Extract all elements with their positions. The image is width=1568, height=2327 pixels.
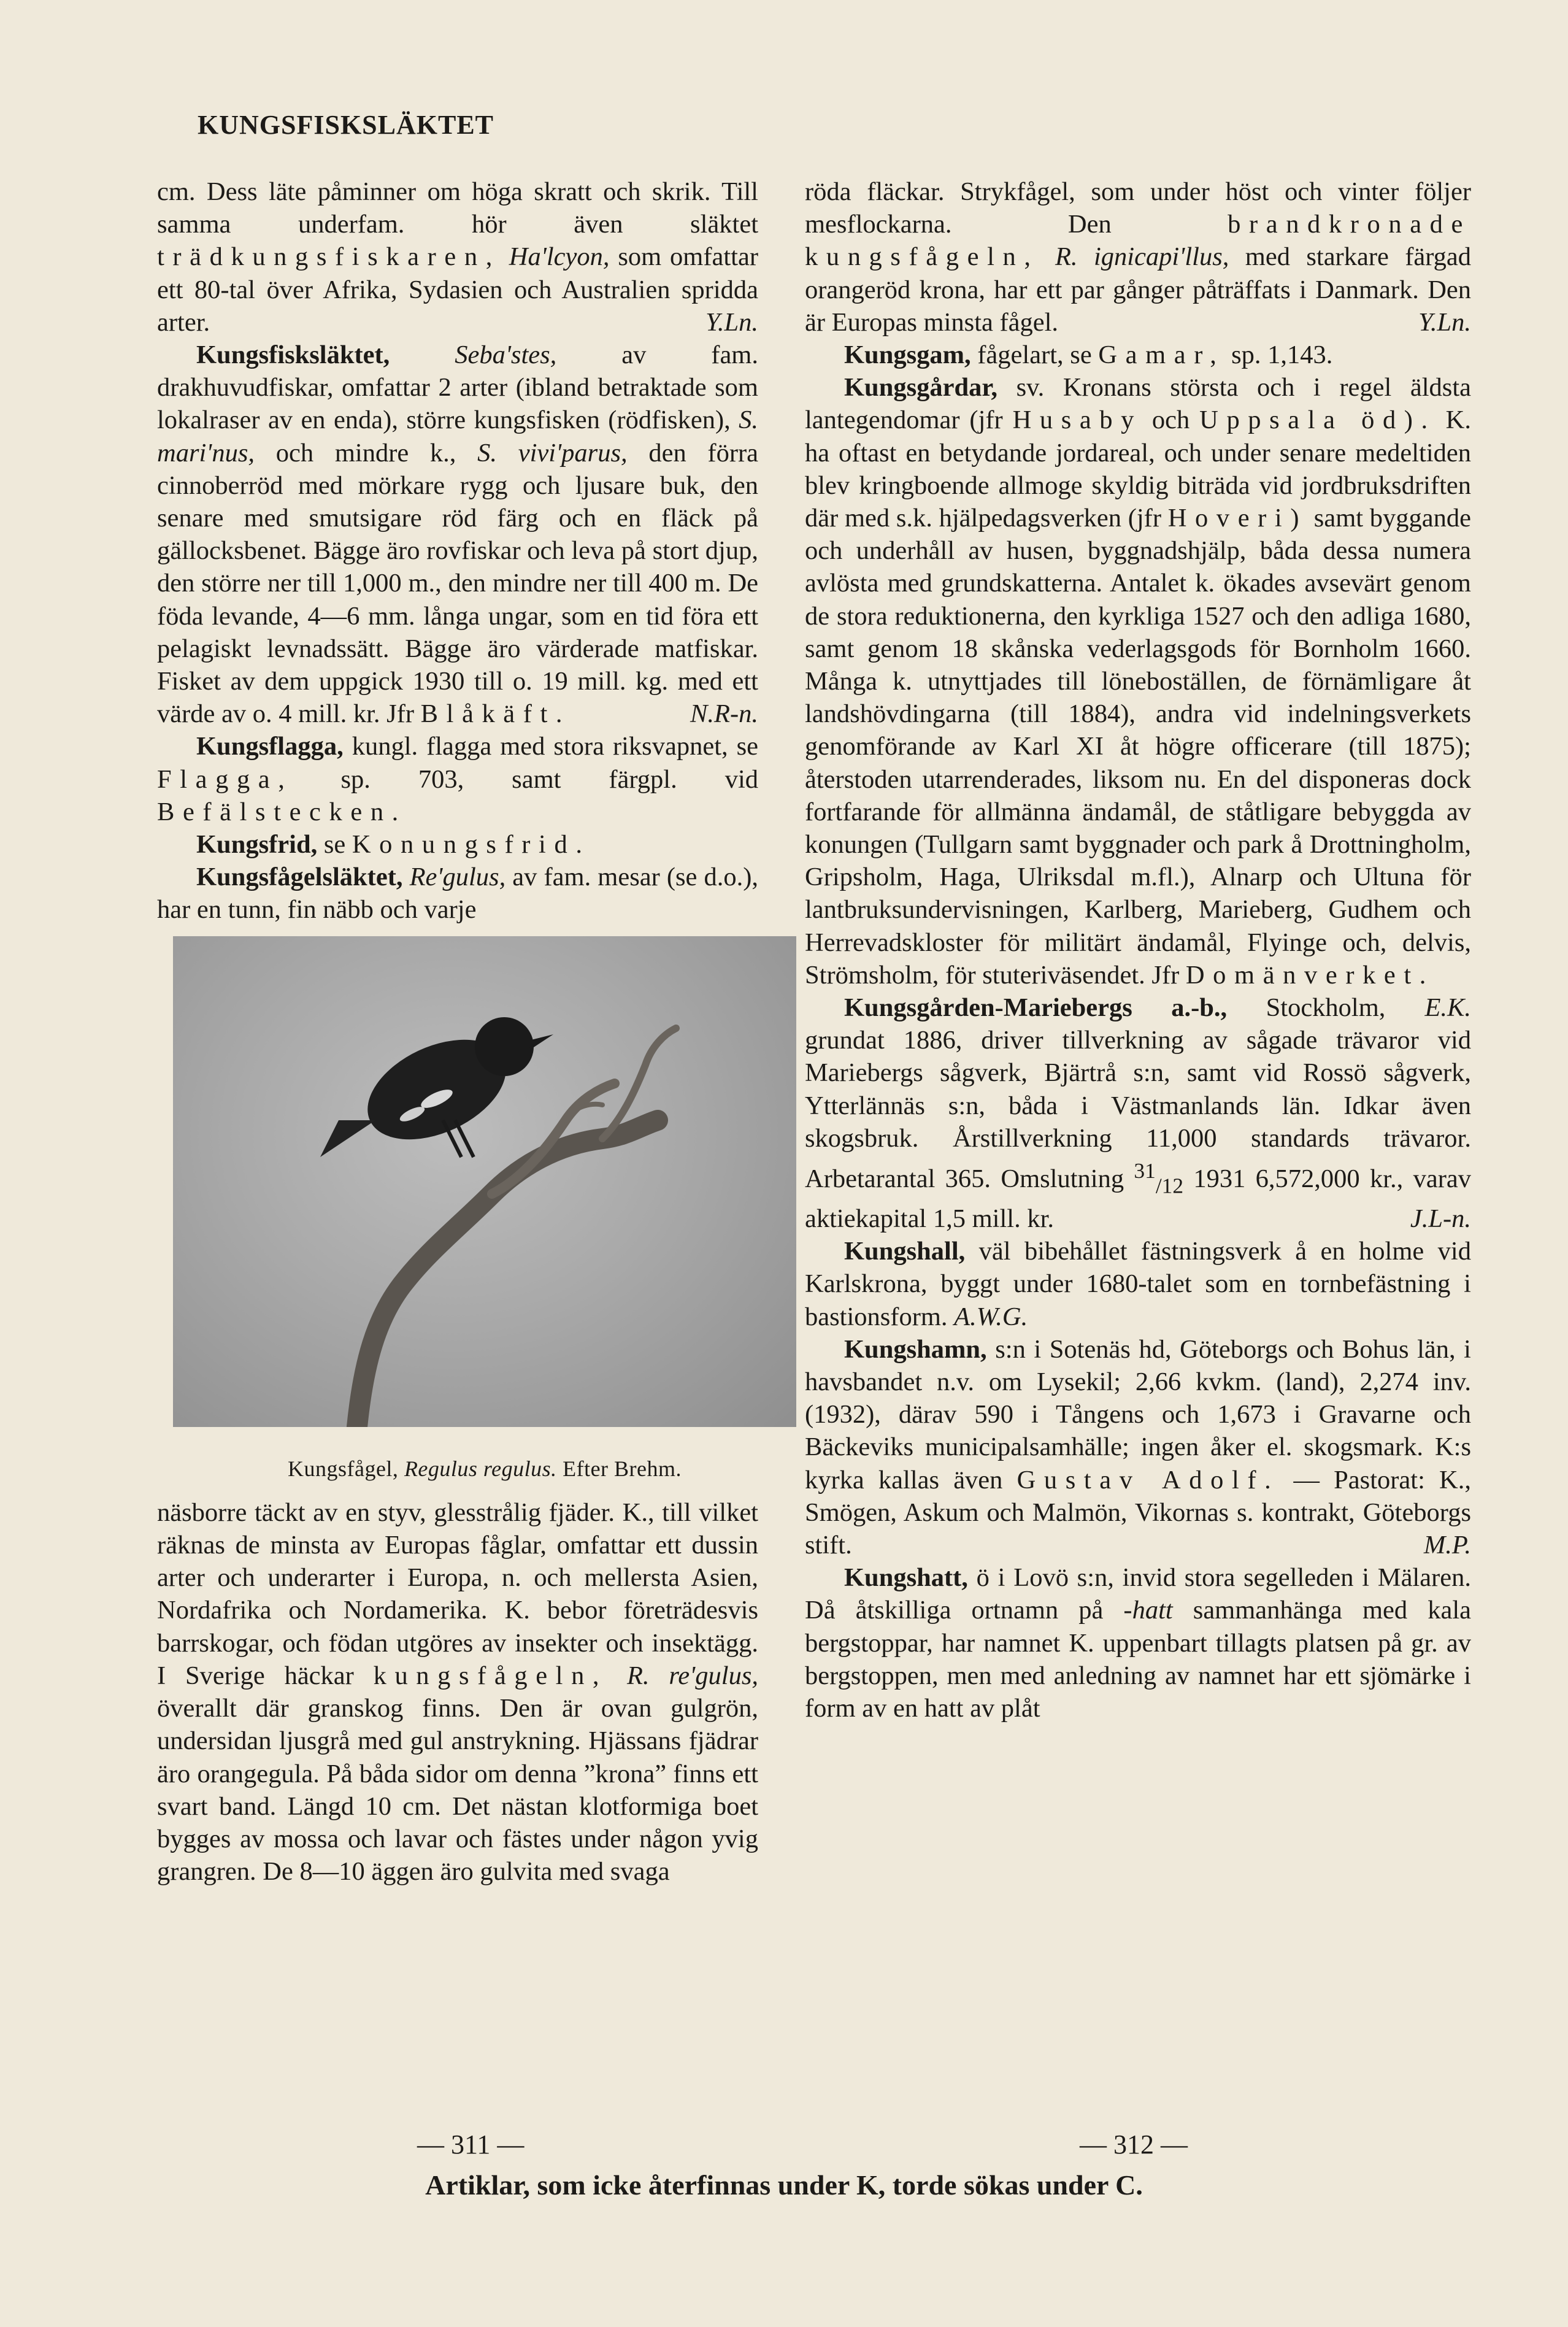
figure-caption: Kungsfågel, Regulus regulus. Efter Brehm.	[287, 1456, 682, 1481]
kinglet-on-branch-illustration	[173, 936, 796, 1427]
author-signature: Y.Ln.	[705, 307, 758, 337]
entry-kungsfågelsläktet: Kungsfågelsläktet, Re'gulus, av fam. mesar (se d.o.), har en tunn, fin näbb och varje	[157, 863, 759, 925]
column-right	[805, 175, 1471, 1725]
entry-kungsgam: Kungsgam, fågelart, se Gamar, sp. 1,143.	[844, 340, 1333, 370]
entry-kungsfrid: Kungsfrid, se Konungsfrid.	[196, 830, 591, 860]
headword: Kungsgårdar,	[844, 373, 997, 402]
headword: Kungshatt,	[844, 1563, 968, 1593]
author-signature: M.P.	[1423, 1530, 1471, 1560]
headword: Kungshamn,	[844, 1334, 987, 1364]
figure	[173, 936, 796, 1485]
entry-kungsgårdar: Kungsgårdar, sv. Kronans största och i regel äldsta lantegendomar (jfr Husaby och Uppsala öd). K. ha oftast en betydande jordareal, och under senare medeltiden blev kringboende allmoge skyldig biträda vid jordbruksdriften där med s.k. hjälpedagsverken (jfr Hoveri) samt byggande och underhåll av husen, byggnadshjälp, båda dessa numera avlösta med grundskatterna. Antalet k. ökades avsevärt genom de stora reduktionerna, den kyrkliga 1527 och den adliga 1680, samt genom 18 skånska vederlagsgods för Bornholm 1660. Många k. utnyttjades till löneboställen, de förnämligare åt landshövdingarna (till 1884), andra vid indelningsverkets genomförande av Karl XI åt högre officerare (till 1875); återstoden utarrenderades, liksom nu. En del disponeras dock fortfarande för allmänna ändamål, de ståtligare bebyggda av konungen (Tullgarn samt byggnader och park å Drottningholm, Gripsholm, Haga, Ulriksdal m.fl.), Alnarp och Ultuna för lantbruksundervisningen, Karlberg, Marieberg, Gudhem och Herrevadskloster för militärt ändamål, Flyinge och, delvis, Strömsholm, för stuteriväsendet. Jfr Domänverket. E.K.	[805, 371, 1471, 991]
headword: Kungshall,	[844, 1237, 966, 1266]
headword: Kungsfrid,	[196, 830, 318, 860]
headword: Kungsfågelsläktet,	[196, 863, 403, 892]
entry-kungsfisksläktet: Kungsfisksläktet, Seba'stes, av fam. drakhuvudfiskar, omfattar 2 arter (ibland betraktade som lokalraser av en enda), större kungsfisken (rödfisken), S. mari'nus, och mindre k., S. vivi'parus, den förra cinnoberröd med mörkare rygg och ljusare buk, den senare med smutsigare röd färg och en fläck på gällocksbenet. Bägge äro rovfiskar och leva på stort djup, den större ner till 1,000 m., den mindre ner till 400 m. De föda levande, 4—6 mm. långa ungar, som en tid föra ett pelagiskt levnadssätt. Bägge äro värderade matfiskar. Fisket av dem uppgick 1930 till o. 19 mill. kg. med ett värde av o. 4 mill. kr. Jfr Blåkäft. N.R-n.	[157, 339, 758, 730]
paragraph: näsborre täckt av en styv, glesstrålig fjäder. K., till vilket räknas de minsta av Europas fåglar, omfattar ett dussin arter och underarter i Europa, n. och mellersta Asien, Nordafrika och Nordamerika. K. bebor företrädesvis barrskogar, och födan utgöres av insekter och insektägg. I Sverige häckar kungsfågeln, R. re'gulus, överallt där granskog finns. Den är ovan gulgrön, undersidan ljusgrå med gul anstrykning. Hjässans fjädrar äro orangegula. På båda sidor om denna ”krona” finns ett svart band. Längd 10 cm. Det nästan klotformiga boet bygges av mossa och lavar och fästes under någon yvig grangren. De 8—10 äggen äro gulvita med svaga	[157, 1498, 758, 1887]
paragraph: cm. Dess läte påminner om höga skratt och skrik. Till samma underfam. hör även släktet trädkungsfiskaren, Ha'lcyon, som omfattar ett 80-tal över Afrika, Sydasien och Australien spridda arter. Y.Ln.	[157, 175, 758, 339]
page-number-left: — 311 —	[417, 2129, 525, 2160]
page-number-right: — 312 —	[1080, 2129, 1188, 2160]
headword: Kungsgården-Mariebergs a.-b.,	[844, 993, 1228, 1023]
headword: Kungsfisksläktet,	[196, 340, 390, 370]
bird-photograph	[173, 936, 796, 1427]
entry-kungsflagga: Kungsflagga, kungl. flagga med stora riksvapnet, se Flagga, sp. 703, samt färgpl. vid Befälstecken.	[157, 732, 758, 826]
entry-kungsgården-mariebergs: Kungsgården-Mariebergs a.-b., Stockholm, grundat 1886, driver tillverkning av sågade trävaror vid Mariebergs sågverk, Bjärtrå s:n, samt vid Rossö sågverk, Ytterlännäs s:n, båda i Västmanlands län. Idkar även skogsbruk. Årstillverkning 11,000 standards trävaror. Arbetarantal 365. Omslutning $^{31}_{/12}$ 1931 6,572,000 kr., varav aktiekapital 1,5 mill. kr. J.L-n.	[805, 991, 1471, 1235]
entry-kungshall: Kungshall, väl bibehållet fästningsverk å en holme vid Karlskrona, byggt under 1680-talet som en tornbefästning i bastionsform. A.W.G.	[805, 1237, 1471, 1331]
headword: Kungsflagga,	[196, 732, 344, 761]
paragraph: röda fläckar. Strykfågel, som under höst och vinter följer mesflockarna. Den brandkronade kungsfågeln, R. ignicapi'llus, med starkare färgad orangeröd krona, har ett par gånger påträffats i Danmark. Den är Europas minsta fågel. Y.Ln.	[805, 175, 1471, 339]
entry-kungshatt: Kungshatt, ö i Lovö s:n, invid stora segelleden i Mälaren. Då åtskilliga ortnamn på -hatt sammanhänga med kala bergstoppar, har namnet K. uppenbart tillagts platsen på gr. av bergstoppen, men med anledning av namnet har ett sjömärke i form av en hatt av plåt	[805, 1563, 1471, 1723]
headword: Kungsgam,	[844, 340, 971, 370]
author-signature: Y.Ln.	[1418, 307, 1471, 337]
author-signature: J.L-n.	[1410, 1204, 1471, 1233]
author-signature: A.W.G.	[954, 1302, 1028, 1331]
column-left	[157, 175, 758, 1888]
entry-kungshamn: Kungshamn, s:n i Sotenäs hd, Göteborgs och Bohus län, i havsbandet n.v. om Lysekil; 2,66 kvkm. (land), 2,274 inv. (1932), därav 590 i Tångens och 1,673 i Gravarne och Bäckeviks municipalsamhälle; ingen åker el. skogsmark. K:s kyrka kallas även Gustav Adolf. — Pastorat: K., Smögen, Askum och Malmön, Vikornas s. kontrakt, Göteborgs stift. M.P.	[805, 1333, 1471, 1561]
author-signature: E.K.	[1424, 993, 1471, 1023]
author-signature: N.R-n.	[690, 699, 758, 729]
running-header: KUNGSFISKSLÄKTET	[198, 110, 494, 140]
footer-note: Artiklar, som icke återfinnas under K, torde sökas under C.	[425, 2169, 1143, 2201]
